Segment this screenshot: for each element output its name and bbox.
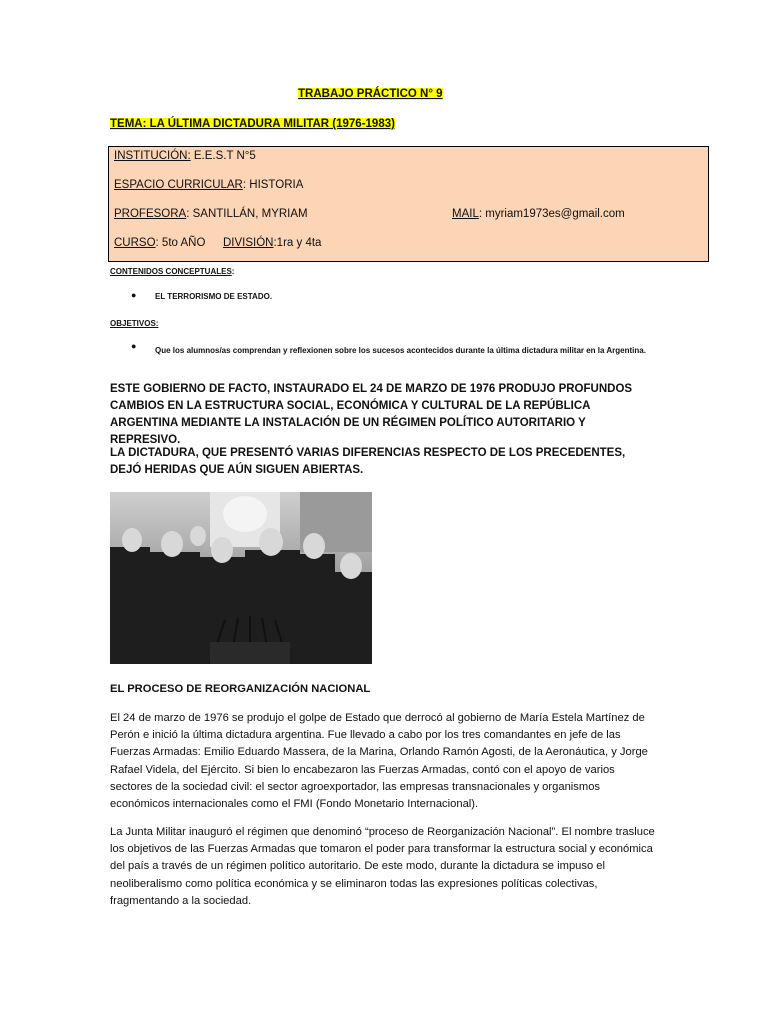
junta-photo-image: [110, 492, 372, 664]
division-row: [223, 237, 321, 249]
curso-value: : 5to AÑO: [155, 237, 206, 249]
mail-value[interactable]: : myriam1973es@gmail.com: [478, 208, 625, 220]
junta-photo: [110, 492, 372, 664]
mail-row: [452, 208, 625, 220]
second-paragraph: LA DICTADURA, QUE PRESENTÓ VARIAS DIFERENCIAS RESPECTO DE LOS PRECEDENTES, DEJÓ HERIDAS QUE AÚN SIGUEN ABIERTAS.: [110, 447, 626, 476]
bullet-icon: ●: [131, 341, 137, 351]
profesora-label: PROFESORA: [114, 208, 187, 220]
contenidos-heading-text: CONTENIDOS CONCEPTUALES: [110, 267, 232, 276]
institucion-row: [114, 150, 256, 162]
contenidos-heading-colon: :: [231, 267, 235, 276]
bullet-icon: ●: [131, 290, 137, 300]
contenidos-item: EL TERRORISMO DE ESTADO.: [155, 292, 273, 301]
section-body-2: La Junta Militar inauguró el régimen que denominó “proceso de Reorganización Nacional”. El nombre trasluce los objetivos de las Fuerzas Armadas que tomaron el poder para transformar la estructura social y económica del país a través de un régimen político autoritario. De este modo, durante la dictadura se impuso el neoliberalismo como política económica y se eliminaron todas las expresiones políticas colectivas, fragmentando a la sociedad.: [110, 826, 655, 907]
profesora-value: : SANTILLÁN, MYRIAM: [186, 208, 308, 220]
objetivos-heading: OBJETIVOS:: [110, 319, 159, 328]
section-heading: EL PROCESO DE REORGANIZACIÓN NACIONAL: [110, 683, 371, 695]
curso-label: CURSO: [114, 237, 156, 249]
info-box: [108, 146, 709, 262]
objetivos-item: Que los alumnos/as comprendan y reflexionen sobre los sucesos acontecidos durante la última dictadura militar en la Argentina.: [155, 346, 646, 355]
espacio-label: ESPACIO CURRICULAR: [114, 179, 243, 191]
topic-heading: [110, 118, 395, 130]
topic-heading-text: TEMA: LA ÚLTIMA DICTADURA MILITAR (1976-1983): [110, 118, 395, 130]
espacio-row: [114, 179, 303, 191]
institucion-label: INSTITUCIÓN:: [114, 150, 191, 162]
section-body-1: El 24 de marzo de 1976 se produjo el golpe de Estado que derrocó al gobierno de María Estela Martínez de Perón e inició la última dictadura argentina. Fue llevado a cabo por los tres comandantes en jefe de las Fuerzas Armadas: Emilio Eduardo Massera, de la Marina, Orlando Ramón Agosti, de la Aeronáutica, y Jorge Rafael Videla, del Ejército. Si bien lo encabezaron las Fuerzas Armadas, contó con el apoyo de varios sectores de la sociedad civil: el sector agroexportador, las empresas transnacionales y organismos económicos internacionales como el FMI (Fondo Monetario Internacional).: [110, 712, 648, 811]
curso-row: [114, 237, 205, 249]
division-value: :1ra y 4ta: [273, 237, 322, 249]
mail-label: MAIL: [452, 208, 479, 220]
institucion-value: E.E.S.T N°5: [190, 150, 256, 162]
division-label: DIVISIÓN: [223, 237, 274, 249]
document-title-text: TRABAJO PRÁCTICO N° 9: [298, 88, 443, 100]
espacio-value: : HISTORIA: [242, 179, 304, 191]
document-title: [298, 88, 443, 100]
profesora-row: [114, 208, 308, 220]
intro-paragraph: ESTE GOBIERNO DE FACTO, INSTAURADO EL 24 DE MARZO DE 1976 PRODUJO PROFUNDOS CAMBIOS EN LA ESTRUCTURA SOCIAL, ECONÓMICA Y CULTURAL DE LA REPÚBLICA ARGENTINA MEDIANTE LA INSTALACIÓN DE UN RÉGIMEN POLÍTICO AUTORITARIO Y REPRESIVO.: [110, 383, 633, 446]
contenidos-heading: [110, 267, 234, 276]
